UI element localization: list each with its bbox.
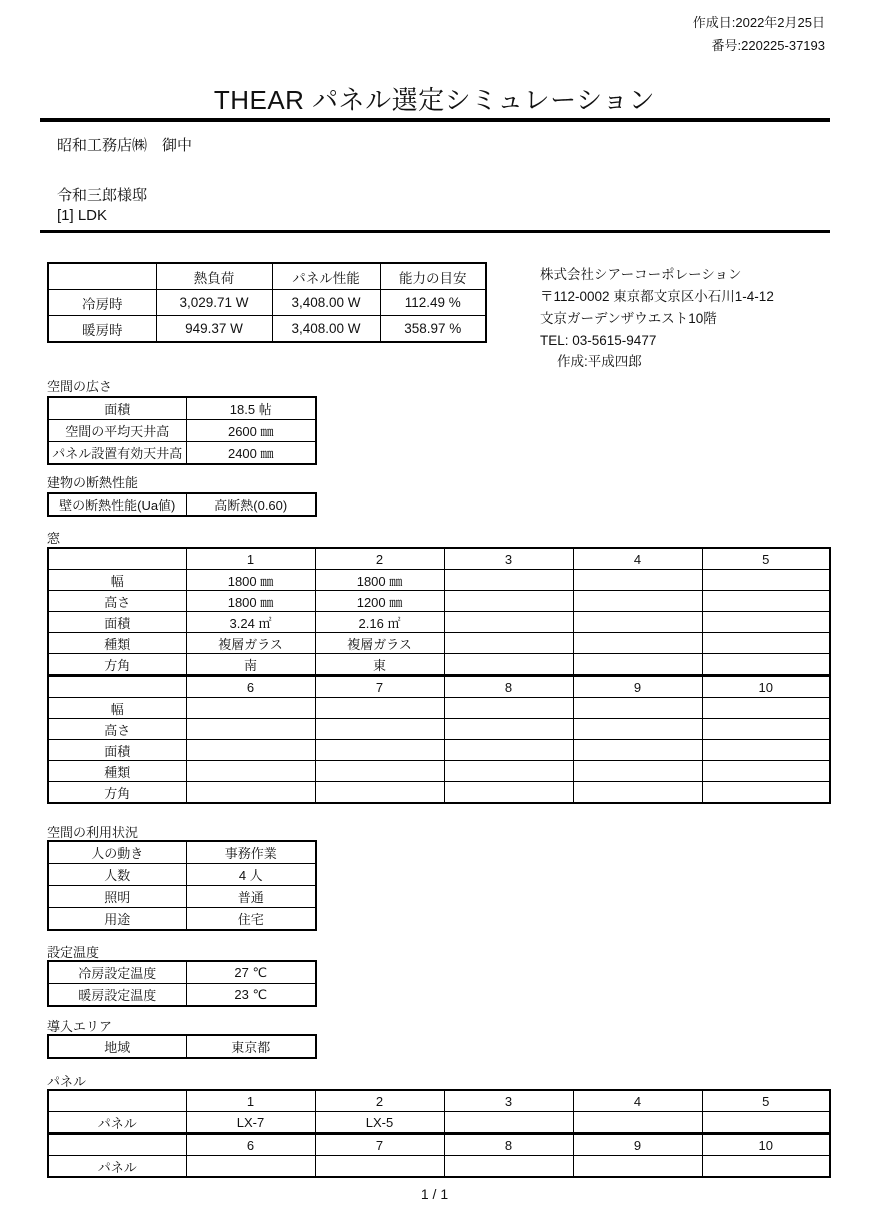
section-label-area: 導入エリア xyxy=(47,1019,113,1034)
table-row xyxy=(48,612,830,633)
cell xyxy=(315,740,444,761)
cell xyxy=(702,654,830,676)
cell xyxy=(315,761,444,782)
cell xyxy=(702,1112,830,1134)
table-row xyxy=(48,316,486,343)
page-title: THEAR パネル選定シミュレーション xyxy=(213,85,656,115)
cell xyxy=(315,719,444,740)
section-label-temperature: 設定温度 xyxy=(47,945,100,960)
row-label: 地域 xyxy=(48,1035,186,1058)
table-row xyxy=(48,841,316,864)
table-row xyxy=(48,719,830,740)
capacity-summary-table xyxy=(47,262,487,343)
column-header: 8 xyxy=(444,1134,573,1156)
row-label: 暖房設定温度 xyxy=(48,984,186,1007)
cell: 東 xyxy=(315,654,444,676)
row-label: 壁の断熱性能(Ua値) xyxy=(48,493,186,516)
cell-blank xyxy=(48,263,156,290)
row-label: 人数 xyxy=(48,864,186,886)
cell: 949.37 W xyxy=(156,316,272,343)
cell xyxy=(444,698,573,719)
cell: 358.97 % xyxy=(380,316,486,343)
table-row xyxy=(48,591,830,612)
recipient: 昭和工務店㈱ 御中 xyxy=(57,137,193,154)
cell: 高断熱(0.60) xyxy=(186,493,316,516)
cell xyxy=(315,698,444,719)
row-label: 冷房時 xyxy=(48,290,156,316)
cell: LX-5 xyxy=(315,1112,444,1134)
column-header: 9 xyxy=(573,676,702,698)
company-tel: TEL: 03-5615-9477 xyxy=(540,332,657,348)
cell xyxy=(444,1156,573,1178)
cell xyxy=(702,612,830,633)
column-header: 2 xyxy=(315,548,444,570)
cell xyxy=(444,633,573,654)
section-label-space: 空間の広さ xyxy=(47,379,113,394)
table-row xyxy=(48,493,316,516)
cell: 複層ガラス xyxy=(315,633,444,654)
row-label: 方角 xyxy=(48,654,186,676)
table-row xyxy=(48,961,316,984)
table-row xyxy=(48,442,316,465)
column-header: 1 xyxy=(186,548,315,570)
page-number: 1 / 1 xyxy=(420,1186,449,1202)
cell-blank xyxy=(48,1134,186,1156)
temperature-table xyxy=(47,960,317,1007)
row-label: パネル xyxy=(48,1156,186,1178)
row-label: 幅 xyxy=(48,698,186,719)
cell xyxy=(186,719,315,740)
cell: 27 ℃ xyxy=(186,961,316,984)
cell: 3,408.00 W xyxy=(272,290,380,316)
cell xyxy=(702,570,830,591)
column-header: 1 xyxy=(186,1090,315,1112)
cell-blank xyxy=(48,676,186,698)
column-header: 3 xyxy=(444,548,573,570)
cell xyxy=(444,761,573,782)
column-header: 4 xyxy=(573,1090,702,1112)
column-header: 7 xyxy=(315,1134,444,1156)
column-header: 9 xyxy=(573,1134,702,1156)
row-label: パネル xyxy=(48,1112,186,1134)
table-row xyxy=(48,1035,316,1058)
column-header: パネル性能 xyxy=(272,263,380,290)
table-row xyxy=(48,698,830,719)
row-label: 高さ xyxy=(48,591,186,612)
cell: 3,029.71 W xyxy=(156,290,272,316)
table-row xyxy=(48,1090,830,1112)
cell: 112.49 % xyxy=(380,290,486,316)
cell xyxy=(315,1156,444,1178)
row-label: 方角 xyxy=(48,782,186,804)
cell: LX-7 xyxy=(186,1112,315,1134)
space-size-table xyxy=(47,396,317,465)
windows-table xyxy=(47,547,831,804)
document-meta xyxy=(693,12,825,58)
cell xyxy=(186,740,315,761)
cell xyxy=(702,740,830,761)
table-row xyxy=(48,782,830,804)
cell xyxy=(573,612,702,633)
table-row xyxy=(48,1134,830,1156)
cell: 東京都 xyxy=(186,1035,316,1058)
section-label-insulation: 建物の断熱性能 xyxy=(47,475,139,490)
cell-blank xyxy=(48,548,186,570)
table-row xyxy=(48,908,316,931)
section-label-windows: 窓 xyxy=(47,531,61,546)
cell xyxy=(573,719,702,740)
room-name: [1] LDK xyxy=(57,207,108,224)
company-address-line1: 〒112-0002 東京都文京区小石川1-4-12 xyxy=(540,288,774,304)
row-label: 空間の平均天井高 xyxy=(48,420,186,442)
table-row xyxy=(48,290,486,316)
cell: 18.5 帖 xyxy=(186,397,316,420)
cell: 普通 xyxy=(186,886,316,908)
document-number: 番号:220225-37193 xyxy=(711,37,825,53)
cell xyxy=(702,591,830,612)
row-label: 人の動き xyxy=(48,841,186,864)
row-label: 面積 xyxy=(48,397,186,420)
column-header: 5 xyxy=(702,1090,830,1112)
table-row xyxy=(48,548,830,570)
row-label: 幅 xyxy=(48,570,186,591)
row-label: 暖房時 xyxy=(48,316,156,343)
cell xyxy=(186,1156,315,1178)
row-label: 面積 xyxy=(48,612,186,633)
table-row xyxy=(48,420,316,442)
row-label: 種類 xyxy=(48,633,186,654)
cell: 4 人 xyxy=(186,864,316,886)
cell xyxy=(702,698,830,719)
cell xyxy=(573,654,702,676)
created-date: 作成日:2022年2月25日 xyxy=(692,15,825,30)
column-header: 6 xyxy=(186,1134,315,1156)
document-author: 作成:平成四郎 xyxy=(557,354,642,370)
cell: 1800 ㎜ xyxy=(315,570,444,591)
area-table xyxy=(47,1034,317,1059)
cell: 1200 ㎜ xyxy=(315,591,444,612)
cell xyxy=(444,570,573,591)
divider-top xyxy=(40,118,830,122)
company-address-line2: 文京ガーデンザウエスト10階 xyxy=(540,310,717,326)
row-label: 用途 xyxy=(48,908,186,931)
column-header: 10 xyxy=(702,1134,830,1156)
cell: 3.24 ㎡ xyxy=(186,612,315,633)
row-label: 高さ xyxy=(48,719,186,740)
cell xyxy=(702,1156,830,1178)
table-row xyxy=(48,676,830,698)
table-row xyxy=(48,570,830,591)
column-header: 6 xyxy=(186,676,315,698)
cell: 複層ガラス xyxy=(186,633,315,654)
row-label: 照明 xyxy=(48,886,186,908)
cell: 1800 ㎜ xyxy=(186,570,315,591)
residence-name: 令和三郎様邸 xyxy=(57,187,148,204)
cell xyxy=(702,782,830,804)
cell xyxy=(186,761,315,782)
cell xyxy=(186,698,315,719)
cell: 1800 ㎜ xyxy=(186,591,315,612)
cell xyxy=(444,740,573,761)
table-row xyxy=(48,654,830,676)
cell xyxy=(573,761,702,782)
table-row xyxy=(48,397,316,420)
column-header: 8 xyxy=(444,676,573,698)
table-row xyxy=(48,263,486,290)
cell: 23 ℃ xyxy=(186,984,316,1007)
cell xyxy=(573,1112,702,1134)
column-header: 3 xyxy=(444,1090,573,1112)
row-label: 冷房設定温度 xyxy=(48,961,186,984)
company-info xyxy=(540,264,774,373)
table-row xyxy=(48,886,316,908)
column-header: 熱負荷 xyxy=(156,263,272,290)
cell xyxy=(573,591,702,612)
row-label: 種類 xyxy=(48,761,186,782)
cell: 3,408.00 W xyxy=(272,316,380,343)
column-header: 2 xyxy=(315,1090,444,1112)
cell: 2.16 ㎡ xyxy=(315,612,444,633)
column-header: 5 xyxy=(702,548,830,570)
cell xyxy=(702,633,830,654)
cell xyxy=(444,719,573,740)
table-row xyxy=(48,1112,830,1134)
cell: 住宅 xyxy=(186,908,316,931)
table-row xyxy=(48,1156,830,1178)
cell: 南 xyxy=(186,654,315,676)
row-label: パネル設置有効天井高 xyxy=(48,442,186,465)
cell xyxy=(573,570,702,591)
column-header: 7 xyxy=(315,676,444,698)
table-row xyxy=(48,761,830,782)
cell-blank xyxy=(48,1090,186,1112)
insulation-table xyxy=(47,492,317,517)
cell xyxy=(573,782,702,804)
divider-header xyxy=(40,230,830,233)
usage-table xyxy=(47,840,317,931)
cell xyxy=(573,1156,702,1178)
cell xyxy=(315,782,444,804)
cell: 事務作業 xyxy=(186,841,316,864)
column-header: 4 xyxy=(573,548,702,570)
row-label: 面積 xyxy=(48,740,186,761)
table-row xyxy=(48,984,316,1007)
cell xyxy=(444,612,573,633)
cell xyxy=(573,698,702,719)
section-label-usage: 空間の利用状況 xyxy=(47,825,139,840)
panel-table xyxy=(47,1089,831,1178)
cell xyxy=(444,591,573,612)
column-header: 10 xyxy=(702,676,830,698)
table-row xyxy=(48,740,830,761)
cell xyxy=(444,654,573,676)
cell xyxy=(573,633,702,654)
cell xyxy=(186,782,315,804)
company-name: 株式会社シアーコーポレーション xyxy=(540,267,742,282)
table-row xyxy=(48,864,316,886)
cell xyxy=(444,1112,573,1134)
cell xyxy=(444,782,573,804)
cell xyxy=(702,719,830,740)
table-row xyxy=(48,633,830,654)
section-label-panel: パネル xyxy=(47,1074,87,1089)
cell xyxy=(702,761,830,782)
cell xyxy=(573,740,702,761)
cell: 2600 ㎜ xyxy=(186,420,316,442)
cell: 2400 ㎜ xyxy=(186,442,316,465)
column-header: 能力の目安 xyxy=(380,263,486,290)
